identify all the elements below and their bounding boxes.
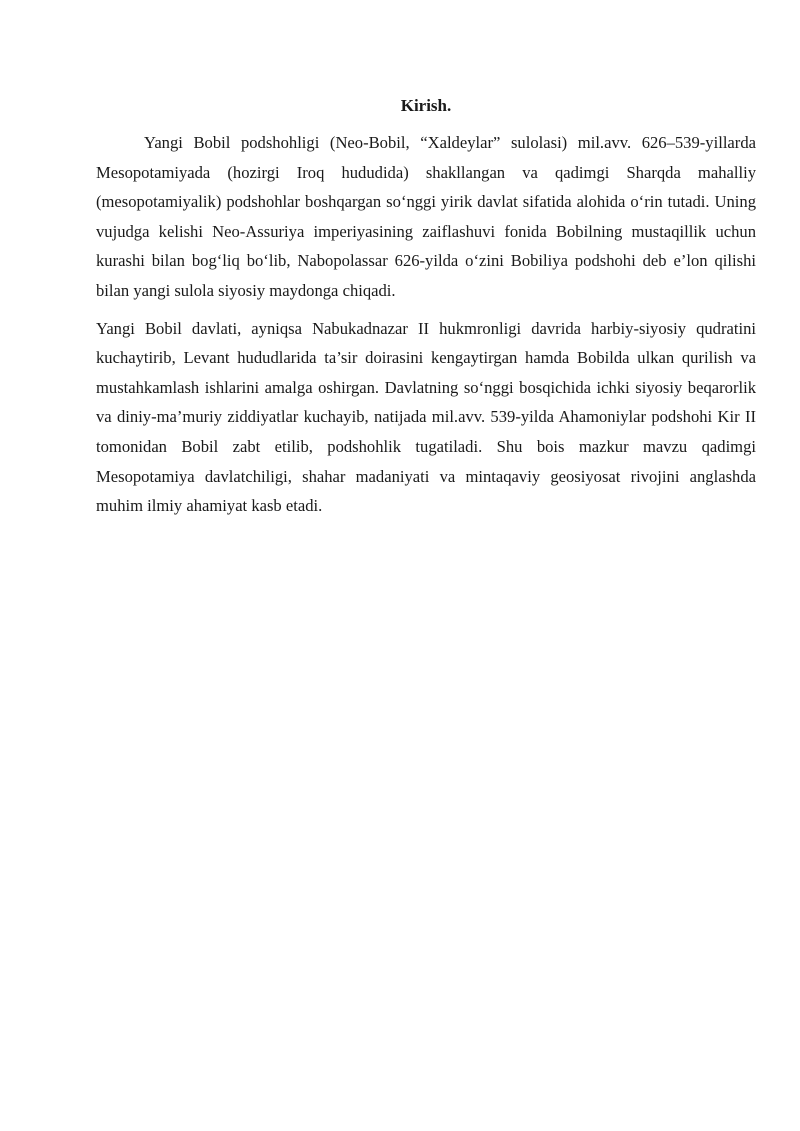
section-heading: Kirish. [400,96,452,115]
paragraph-intro: Yangi Bobil podshohligi (Neo-Bobil, “Xaldeylar” sulolasi) mil.avv. 626–539-yillarda Mesopotamiyada (hozirgi Iroq hududida) shakllangan va qadimgi Sharqda mahalliy (mesopotamiyalik) podshohlar boshqargan so‘nggi yirik davlat sifatida alohida o‘rin tutadi. Uning vujudga kelishi Neo-Assuriya imperiyasining zaiflashuvi fonida Bobilning mustaqillik uchun kurashi bilan bog‘liq bo‘lib, Nabopolassar 626-yilda o‘zini Bobiliya podshohi deb e’lon qilishi bilan yangi sulola siyosiy maydonga chiqadi. [96,133,756,300]
paragraph-second: Yangi Bobil davlati, ayniqsa Nabukadnazar II hukmronligi davrida harbiy-siyosiy qudratini kuchaytirib, Levant hududlarida ta’sir doirasini kengaytirgan hamda Bobilda ulkan qurilish va mustahkamlash ishlarini amalga oshirgan. Davlatning so‘nggi bosqichida ichki siyosiy beqarorlik va diniy-ma’muriy ziddiyatlar kuchayib, natijada mil.avv. 539-yilda Ahamoniylar podshohi Kir II tomonidan Bobil zabt etilib, podshohlik tugatiladi. Shu bois mazkur mavzu qadimgi Mesopotamiya davlatchiligi, shahar madaniyati va mintaqaviy geosiyosat rivojini anglashda muhim ilmiy ahamiyat kasb etadi. [96,318,756,516]
document-body [96,94,756,529]
